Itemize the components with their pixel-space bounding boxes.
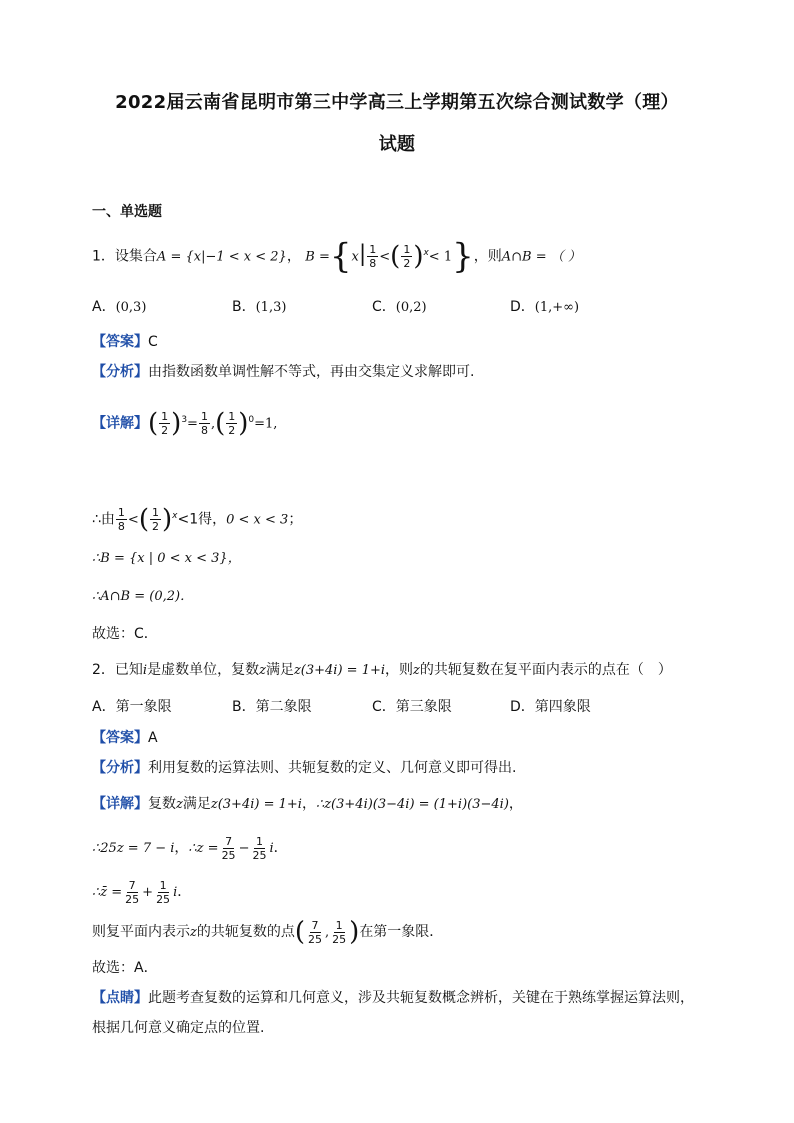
q2-step-3: 则复平面内表示z的共轭复数的点( $\frac{7}{25}$ , $\frac{1}{25}$ )在第一象限．: [92, 917, 444, 947]
q1-frac-half: $\frac{1}{2}$: [403, 243, 411, 271]
q1-step-1: ∴由 $\frac{1}{8}$ <( $\frac{1}{2}$ )$^x$<1得，0 < x < 3；: [92, 504, 303, 535]
page-title-continued: 试题: [378, 134, 416, 155]
q1-paren-open: (: [390, 241, 401, 272]
q1-prefix: 1．设集合: [92, 248, 157, 265]
q1-brace-open: {: [329, 236, 352, 277]
q2-detail: 【详解】复数z满足z(3+4i) = 1+i，∴z(3+4i)(3−4i) = (1+i)(3−4i)，: [92, 796, 523, 812]
q2-conclusion: 故选：A．: [92, 960, 158, 976]
q1-exponent: x: [423, 248, 429, 258]
q1-set-b-label: B =: [305, 249, 330, 265]
question-2-stem: 2．已知i是虚数单位，复数z满足z(3+4i) = 1+i，则z的共轭复数在复平面内表示的点在（ ）: [92, 662, 672, 678]
q2-option-a: A．第一象限: [92, 699, 172, 715]
q1-option-d: D．(1,+∞): [510, 299, 580, 315]
q2-step-1: ∴25z = 7 − i，∴z = $\frac{7}{25}$ − $\frac{1}{25}$ i．: [92, 834, 288, 862]
question-1-stem: [92, 236, 734, 277]
q1-bar: |: [358, 241, 367, 267]
q1-suffix: ，则: [473, 248, 502, 265]
q1-detail: 【详解】( $\frac{1}{2}$ )$^3$= $\frac{1}{8}$ ,( $\frac{1}{2}$ )$^0$=1,: [92, 408, 278, 439]
q2-analysis: 【分析】利用复数的运算法则、共轭复数的定义、几何意义即可得出.: [92, 760, 517, 776]
q1-set-b-var: x: [351, 249, 359, 265]
q1-comma: ，: [286, 248, 301, 265]
q1-analysis: 【分析】由指数函数单调性解不等式，再由交集定义求解即可.: [92, 364, 475, 380]
q1-detail-tag: 【详解】: [92, 415, 148, 432]
q1-frac-1-8: $\frac{1}{8}$: [369, 243, 377, 271]
q2-comment-line-2: 根据几何意义确定点的位置.: [92, 1020, 265, 1036]
q1-lt-1: < 1: [428, 249, 453, 265]
q1-ask: A∩B = （ ）: [501, 249, 581, 265]
q1-conclusion: 故选：C．: [92, 626, 158, 642]
q2-option-d: D．第四象限: [510, 699, 591, 715]
q2-option-b: B．第二象限: [232, 699, 312, 715]
q1-brace-close: }: [452, 236, 474, 277]
q1-set-a: A = {x|−1 < x < 2}: [156, 249, 287, 265]
q2-answer: 【答案】A: [92, 730, 158, 746]
q1-lt: <: [379, 249, 391, 265]
q2-comment-line-1: 【点睛】此题考查复数的运算和几何意义，涉及共轭复数概念辨析，关键在于熟练掌握运算法则，: [92, 990, 694, 1006]
q1-step-3: ∴A∩B = (0,2)．: [92, 589, 194, 604]
q2-option-c: C．第三象限: [372, 699, 452, 715]
section-heading: 一、单选题: [92, 204, 162, 220]
q1-option-c: C．(0,2): [372, 299, 427, 315]
q2-step-2: ∴z̄ = $\frac{7}{25}$ + $\frac{1}{25}$ i．: [92, 878, 192, 906]
q1-option-a: A．(0,3): [92, 299, 147, 315]
q1-step-2: ∴B = {x | 0 < x < 3}，: [92, 551, 241, 566]
q1-paren-close: ): [413, 241, 424, 272]
page-title: 2022届云南省昆明市第三中学高三上学期第五次综合测试数学（理）: [115, 92, 679, 113]
q1-option-b: B．(1,3): [232, 299, 287, 315]
q1-answer: 【答案】C: [92, 334, 158, 350]
